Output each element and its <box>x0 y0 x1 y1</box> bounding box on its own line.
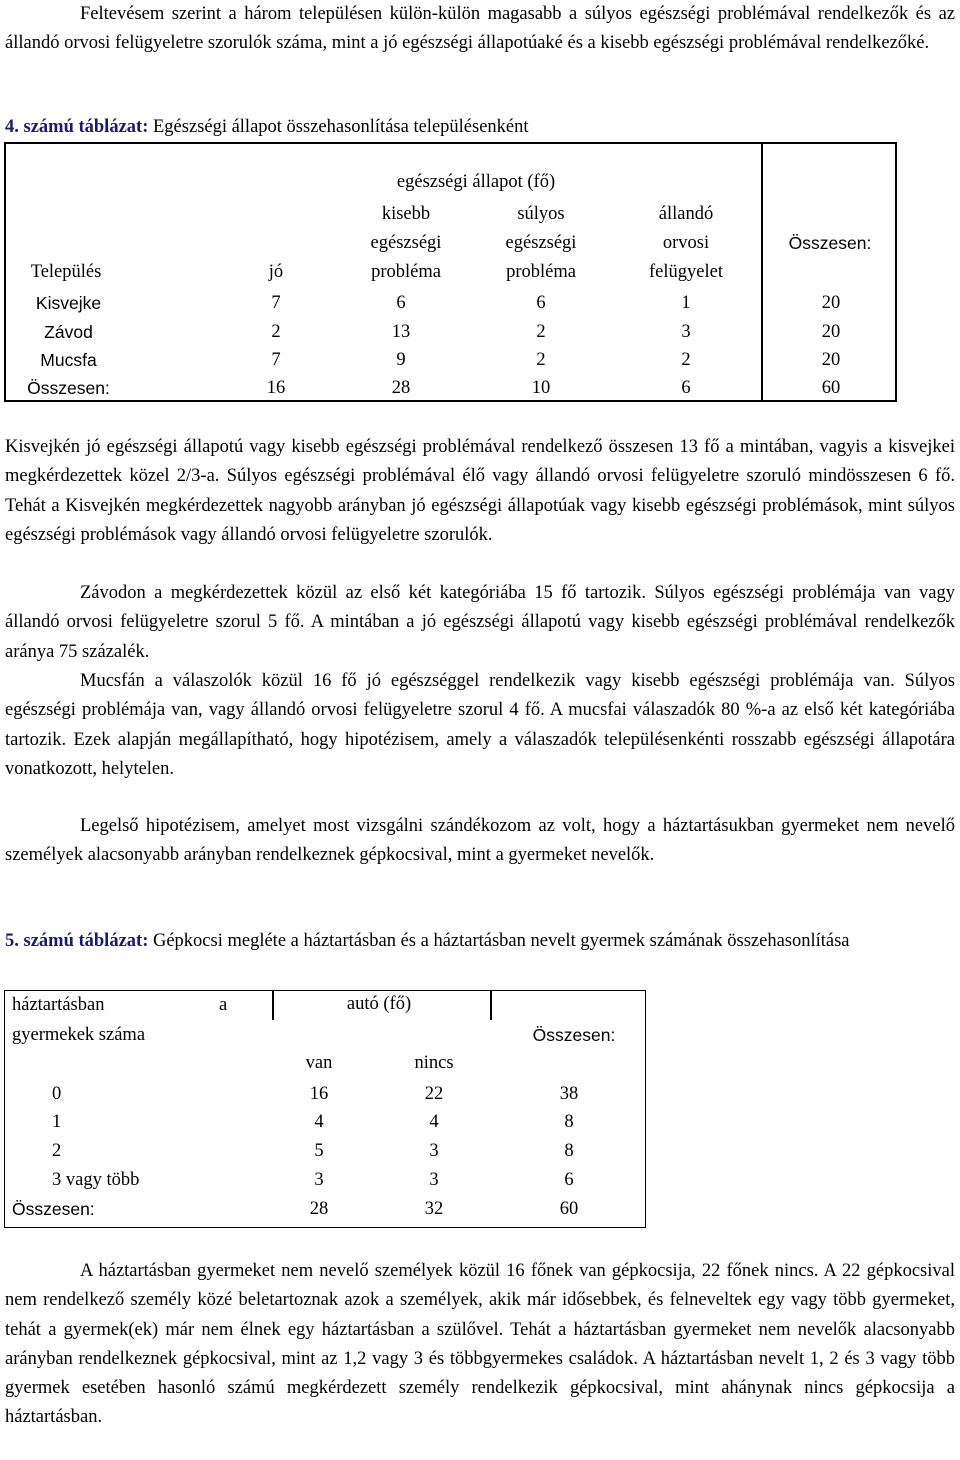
table4-cell: 2 <box>536 322 546 342</box>
table4-cell: 6 <box>536 293 546 313</box>
table5-cell: 38 <box>559 1084 579 1104</box>
table5-row-label: 1 <box>52 1112 62 1132</box>
table4-header-good: jó <box>268 262 284 282</box>
table5-row-label: Összesen: <box>12 1199 95 1219</box>
table4-cell: 60 <box>821 378 841 398</box>
table4-cell: 6 <box>681 378 691 398</box>
table5-cell: 8 <box>564 1141 574 1161</box>
paragraph-hypothesis: Legelső hipotézisem, amelyet most vizsgálni szándékozom az volt, hogy a háztartásukban gyermeket nem nevelő személyek alacsonyabb arányban rendelkeznek gépkocsival, mint a gyermeket nevelők. <box>5 816 955 866</box>
table4-row-name: Összesen: <box>27 378 110 398</box>
table5-cell: 32 <box>424 1199 444 1219</box>
closing-paragraph: A háztartásban gyermeket nem nevelő személyek közül 16 főnek van gépkocsija, 22 főnek nincs. A 22 gépkocsival nem rendelkező személy közé beletartoznak azok a személyek, akik már idősebbek, és felneveltek egy vagy több gyermeket, tehát a gyermek(ek) már nem élnek egy háztartásban a szülővel. Tehát a háztartásban gyermeket nem nevelők alacsonyabb arányban rendelkeznek gépkocsival, mint az 1,2 vagy 3 és többgyermekes családok. A háztartásban nevelt 1, 2 és 3 vagy több gyermek esetében hasonló számú megkérdezett személy rendelkezik gépkocsival, mint ahánynak nincs gépkocsija a háztartásban. <box>5 1261 955 1428</box>
table4-cell: 9 <box>396 350 406 370</box>
table4-header-total: Összesen: <box>788 233 872 253</box>
table5-divider <box>272 990 274 1020</box>
table4-cell: 20 <box>821 293 841 313</box>
table5-header-children <box>12 991 272 1020</box>
table5-cell: 22 <box>424 1084 444 1104</box>
table5-cell: 28 <box>309 1199 329 1219</box>
intro-paragraph: Feltevésem szerint a három településen külön-külön magasabb a súlyos egészségi problémával rendelkezők és az állandó orvosi felügyeletre szorulók száma, mint a jó egészségi állapotúaké és a kisebb egészségi problémával rendelkezőké. <box>5 4 955 54</box>
table5-cell: 3 <box>429 1170 439 1190</box>
table4-cell: 7 <box>271 293 281 313</box>
table4-header-serious <box>486 200 596 287</box>
table5-header-children-line1: háztartásban <box>12 995 105 1015</box>
table5-header-children-line2: gyermekek száma <box>12 1025 146 1045</box>
table4-cell: 13 <box>391 322 411 342</box>
table4-header-minor-2: egészségi <box>370 233 442 253</box>
table5-caption <box>5 927 955 956</box>
table5-cell: 5 <box>314 1141 324 1161</box>
table5-cell: 16 <box>309 1084 329 1104</box>
table4-cell: 2 <box>536 350 546 370</box>
table5-cell: 3 <box>429 1141 439 1161</box>
table4-row-name: Závod <box>44 322 93 342</box>
table4-header-supervision <box>626 200 746 287</box>
table5-cell: 3 <box>314 1170 324 1190</box>
table4-cell: 20 <box>821 350 841 370</box>
table5-cell: 8 <box>564 1112 574 1132</box>
table4-header-minor-3: probléma <box>371 262 441 282</box>
table5-row-label: 2 <box>52 1141 62 1161</box>
table4-header-serious-1: súlyos <box>517 204 565 224</box>
table5-header-no: nincs <box>414 1053 454 1073</box>
table4-cell: 1 <box>681 293 691 313</box>
table5-caption-text: Gépkocsi megléte a háztartásban és a háztartásban nevelt gyermek számának összehasonlítása <box>152 931 850 951</box>
paragraph-kisvejke: Kisvejkén jó egészségi állapotú vagy kisebb egészségi problémával rendelkező összesen 13 fő a mintában, vagyis a kisvejkei megkérdezettek közel 2/3-a. Súlyos egészségi problémával élő vagy állandó orvosi felügyeletre szoruló mindösszesen 6 fő. Tehát a Kisvejkén megkérdezettek nagyobb arányban jó egészségi állapotúak vagy kisebb egészségi problémások, mint súlyos egészségi problémások vagy állandó orvosi felügyeletre szorulók. <box>5 437 955 545</box>
table5-cell: 60 <box>559 1199 579 1219</box>
table4-header-supervision-1: állandó <box>658 204 714 224</box>
table4-cell: 10 <box>531 378 551 398</box>
table4-header-serious-2: egészségi <box>505 233 577 253</box>
table4-caption <box>5 113 955 142</box>
table4-header-supervision-2: orvosi <box>662 233 710 253</box>
table5 <box>4 990 646 1228</box>
table4-header-minor-1: kisebb <box>381 204 431 224</box>
table4-header-settlement: Település <box>30 262 102 282</box>
table4-cell: 6 <box>396 293 406 313</box>
table5-cell: 6 <box>564 1170 574 1190</box>
table5-cell: 4 <box>314 1112 324 1132</box>
table4 <box>4 142 897 402</box>
table4-divider <box>761 144 763 400</box>
table4-row-name: Mucsfa <box>40 350 97 370</box>
table5-header-yes: van <box>305 1053 333 1073</box>
table4-cell: 2 <box>681 350 691 370</box>
table4-cell: 20 <box>821 322 841 342</box>
table5-caption-label: 5. számú táblázat: <box>5 931 149 951</box>
table4-row-name: Kisvejke <box>35 293 102 313</box>
table4-header-supervision-3: felügyelet <box>649 262 723 282</box>
table5-divider <box>490 990 492 1020</box>
table5-row-label: 0 <box>52 1084 62 1104</box>
table5-header-total: Összesen: <box>532 1025 616 1045</box>
table4-header-minor <box>351 200 461 287</box>
table4-group-header: egészségi állapot (fő) <box>396 172 556 192</box>
table4-caption-label: 4. számú táblázat: <box>5 117 149 137</box>
table5-cell: 4 <box>429 1112 439 1132</box>
table4-cell: 16 <box>266 378 286 398</box>
table4-caption-text: Egészségi állapot összehasonlítása településenként <box>152 117 529 137</box>
table5-group-header: autó (fő) <box>346 994 412 1014</box>
table4-cell: 7 <box>271 350 281 370</box>
table5-row-label: 3 vagy több <box>52 1170 140 1190</box>
paragraph-zavod: Závodon a megkérdezettek közül az első két kategóriába 15 fő tartozik. Súlyos egészségi problémája van vagy állandó orvosi felügyeletre szorul 5 fő. A mintában a jó egészségi állapotú vagy kisebb egészségi problémával rendelkezők aránya 75 százalék. <box>5 583 955 662</box>
table5-header-children-a: a <box>219 995 228 1015</box>
paragraph-mucsfa: Mucsfán a válaszolók közül 16 fő jó egészséggel rendelkezik vagy kisebb egészségi problémája van. Súlyos egészségi problémája van, vagy állandó orvosi felügyeletre szorul 4 fő. A mucsfai válaszadók 80 %-a az első két kategóriába tartozik. Ezek alapján megállapítható, hogy hipotézisem, amely a válaszadók településenkénti rosszabb egészségi állapotára vonatkozott, helytelen. <box>5 671 955 779</box>
table4-cell: 3 <box>681 322 691 342</box>
table4-cell: 28 <box>391 378 411 398</box>
table4-header-serious-3: probléma <box>506 262 576 282</box>
table4-cell: 2 <box>271 322 281 342</box>
